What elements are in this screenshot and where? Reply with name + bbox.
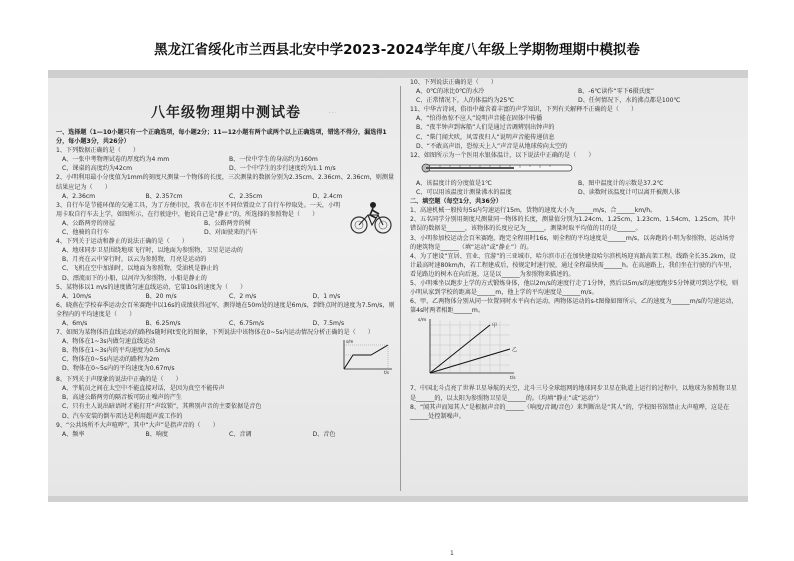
fill-question-1: 1、高速机械一般按每5s内匀速运行15m，货物的速度大小为______m/s，合______km/h。 (410, 207, 657, 215)
question-6: 6、晓燕在学校春季运动会百米赛跑中以16s的成绩获得冠军，测得她在50m处的速度是6m/s，到终点时的速度为7.5m/s，则全程内的平均速度是（ ） (56, 301, 395, 318)
question-4-option-d: D、漂流而下的小船，以河岸为参照物，小船是静止的 (62, 274, 207, 282)
option: D、1 m/s (312, 292, 341, 300)
question-11-option-c: C、“柴门闻犬吠，风雪夜归人”说明声音能传递信息 (416, 133, 555, 141)
question-7-option-a: A、物体在1~3s内做匀速直线运动 (62, 338, 156, 346)
option: A、0℃的冰比0℃的水冷 (416, 88, 485, 96)
photo-bottom-edge (48, 496, 748, 502)
question-3: 3、自行车是节能环保的交通工具，为了方便市民，我市在市区不同位置设立了自行车停取处。一天，小明用卡取自行车去上学，如图所示，在行驶途中，他说自己是“静止”的，所选择的参照物是（ ） (56, 201, 341, 218)
section-1-heading: 一、选择题（1—10小题只有一个正确选项，每小题2分；11—12小题有两个或两个以上正确选项，错选不得分，漏选得1分，每小题3分，共26分） (56, 129, 387, 146)
fill-question-3: 3、小明参加校运动会百米赛跑，跑完全程用时16s，则全程的平均速度是______m/s，以奔跑的小明为参照物，运动场旁的建筑物是______（填“运动”或“静止”）的。 (410, 234, 735, 251)
series-label-yi: 乙 (512, 347, 518, 354)
question-12-options-2 (410, 188, 740, 197)
cyclist-figure (346, 201, 396, 235)
question-9: 9、“公共场所不大声喧哗”，其中“大声”是指声音的（ ） (56, 421, 219, 429)
option: C、正常情况下，人的体温约为25℃ (416, 97, 515, 105)
question-2-options (56, 192, 396, 201)
graph-x-label: t/s (510, 376, 516, 382)
question-3-options (56, 219, 346, 228)
option: D、音色 (312, 430, 336, 438)
question-3-options-2 (56, 228, 346, 237)
question-4: 4、下列关于运动和静止的说法正确的是（ ） (56, 238, 188, 246)
question-2: 2、小明利用最小分度值为1mm的刻度尺测量一个物体的长度，三次测量的数据分别为2.35cm、2.36cm、2.36cm，则测量结果应记为（ ） (56, 174, 395, 191)
column-divider (400, 86, 401, 491)
document-title: 黑龙江省绥化市兰西县北安中学2023-2024学年度八年级上学期物理期中模拟卷 (154, 42, 640, 58)
graph-y-label: s/m (418, 318, 427, 324)
series-label-jia: 甲 (492, 323, 498, 330)
question-10: 10、下列说法正确的是（ ） (410, 79, 497, 86)
question-12-options (410, 179, 740, 188)
fill-question-7: 7、中国北斗点亮了世界卫星导航的天空，北斗三号全球组网的地球同步卫星在轨道上运行的过程中，以地球为参照物卫星是______的，以太阳为参照物卫星是______的。（均填“静止”或“运动”） (410, 385, 737, 402)
option: C、他骑的自行车 (62, 229, 109, 237)
question-4-option-a: A、地球同步卫星围绕地球飞行时，以地面为参照物，卫星是运动的 (62, 247, 243, 255)
option: C、2.35cm (229, 192, 263, 200)
question-3-block (56, 201, 396, 237)
question-4-option-c: C、飞机在空中加油时，以地面为参照物，受油机是静止的 (62, 265, 219, 273)
question-11-option-b: B、“夜半钟声到客船”人们是通过音调辨别出钟声的 (416, 124, 555, 132)
option: B、-6℃读作“零下6摄氏度” (578, 88, 655, 96)
option: A、频率 (62, 430, 85, 438)
question-8-option-c: C、只有主人说出暗语时才能打开“声纹锁”，其辨别声音的主要依据是音色 (62, 403, 262, 411)
option: B、公路两旁的树 (204, 219, 251, 227)
option: D、任何情况下，水的沸点都是100℃ (578, 97, 681, 105)
question-5-options (56, 292, 396, 301)
fill-question-2: 2、五名同学分别用刻度尺测量同一物体的长度，测量值分别为1.24cm、1.25cm、1.23cm、1.54cm、1.25cm，其中错误的数据是______，该物体的长度应记为______，测量时取平均值的目的是______。 (410, 216, 736, 233)
fill-question-6: 6、甲、乙两物体分别从同一位置同时水平向右运动，两物体运动的s-t图像如图所示，乙的速度为______m/s的匀速运动，第4s时两者相距______m。 (410, 298, 738, 315)
question-7-option-d: D、物体在0~5s内的平均速度为0.67m/s (62, 365, 175, 373)
question-12: 12、如图所示为一个医用水银体温计，以下说法中正确的是（ ） (410, 151, 595, 159)
bleed-through-text: ... (328, 106, 337, 116)
option: D、一个中学生的步行速度约为1.1 m/s (229, 165, 336, 173)
question-1: 1、下列数据正确的是（ ） (56, 147, 140, 155)
question-8-option-a: A、宇航员之间在太空中不能直接对话，是因为真空不能传声 (62, 385, 225, 393)
option: C、课桌的高度约为42cm (62, 165, 133, 173)
option: A、该温度计的分度值是1℃ (416, 179, 492, 187)
section-2-heading: 二、填空题（每空1分，共36分） (410, 198, 502, 206)
question-1-options-2 (56, 164, 396, 173)
fill-question-4: 4、为了建设“宜居、宜业、宜游”的三亚城市，哈尔滨市正在加快建设哈尔滨机场迎宾路高架工程。线路全长35.2km，设计最高时速80km/h，若工程建成后，按规定时速行驶，通过全程最快需______h。在高速路上，我们坐在行驶的汽车里，看见路边的树木在向后退，这是以______为参照物来描述的。 (410, 252, 736, 278)
question-7: 7、如图为某物体沿直线运动的路程s随时间t变化的图象，下列说法中该物体在0~5s内运动情况分析正确的是（ ） (56, 329, 374, 337)
option: D、7.5m/s (312, 319, 345, 327)
exam-title: 八年级物理期中测试卷 (151, 105, 301, 121)
question-4-option-b: B、月亮在云中穿行时，以云为参照物，月亮是运动的 (62, 256, 207, 264)
option: C、音调 (229, 430, 252, 438)
option: B、图中温度计的示数是37.2℃ (578, 179, 664, 187)
exam-paper-photo (48, 70, 748, 557)
question-8-option-d: D、汽车安装的倒车雷达是利用超声波工作的 (62, 412, 183, 420)
question-7-block (56, 337, 396, 375)
option: B、2.357cm (145, 192, 183, 200)
option: A、一张中考物理试卷的厚度约为4 mm (62, 156, 170, 164)
option: B、一位中学生的身高约为160m (229, 156, 318, 164)
st-graph-q7 (336, 337, 396, 375)
option: A、公路两旁的房屋 (62, 219, 115, 227)
page-number: 1 (450, 550, 454, 557)
option: D、读数时该温度计可以离开被测人体 (578, 189, 681, 197)
question-11: 11、中华古诗词，俗语中蕴含着丰富的声学知识，下列有关解释不正确的是（ ） (410, 106, 638, 114)
question-6-options (56, 319, 396, 328)
option: C、2 m/s (229, 292, 257, 300)
option: A、2.36cm (62, 192, 96, 200)
question-11-option-d: D、“不敢高声语，恐惊天上人”声音是从地球传向太空的 (416, 142, 568, 150)
question-1-options (56, 155, 396, 164)
option: B、响度 (145, 430, 168, 438)
question-11-option-a: A、“怕得鱼惊不应人”说明声音能在固体中传播 (416, 115, 543, 123)
fill-question-8: 8、“闻其声而知其人”是根据声音的______（响度/音调/音色）来判断出是“其人”的，学校图书馆禁止大声喧哗，这是在______处控制噪声。 (410, 403, 730, 420)
fill-question-5: 5、小明乘坐以跑步上学的方式锻炼身体，他以2m/s的速度行走了1分钟，然后以5m/s的速度跑步5分钟就可到达学校，则小明从家到学校的距离是______m，他上学的平均速度是______m/s。 (410, 279, 739, 297)
graph-x-label: t/s (384, 370, 389, 376)
question-7-option-c: C、物体在0~5s内运动的路程为2m (62, 356, 160, 364)
question-10-options (410, 87, 740, 96)
graph-y-label: s/m (346, 339, 354, 345)
thermometer-figure (420, 160, 580, 176)
question-10-options-2 (410, 96, 740, 105)
photo-top-edge (48, 70, 748, 78)
option: B、20 m/s (145, 292, 177, 300)
question-7-option-b: B、物体在1~3s内的平均速度为0.5m/s (62, 347, 171, 355)
option: A、10m/s (62, 292, 92, 300)
option: C、可以用该温度计测量沸水的温度 (416, 189, 512, 197)
question-5: 5、某物体以1 m/s的速度做匀速直线运动，它第10s的速度为（ ） (56, 283, 247, 291)
question-8-option-b: B、高速公路两旁的隔音板可防止噪声的产生 (62, 394, 182, 402)
option: C、6.75m/s (229, 319, 265, 327)
right-column (410, 78, 740, 421)
st-graph-f6 (416, 315, 526, 381)
option: B、6.25m/s (145, 319, 181, 327)
option: D、对面驶来的汽车 (204, 229, 258, 237)
question-8: 8、下列关于声现象的说法中正确的是（ ） (56, 376, 182, 384)
option: D、2.4cm (312, 192, 343, 200)
option: A、6m/s (62, 319, 88, 327)
question-9-options (56, 430, 396, 439)
left-column (56, 78, 396, 439)
